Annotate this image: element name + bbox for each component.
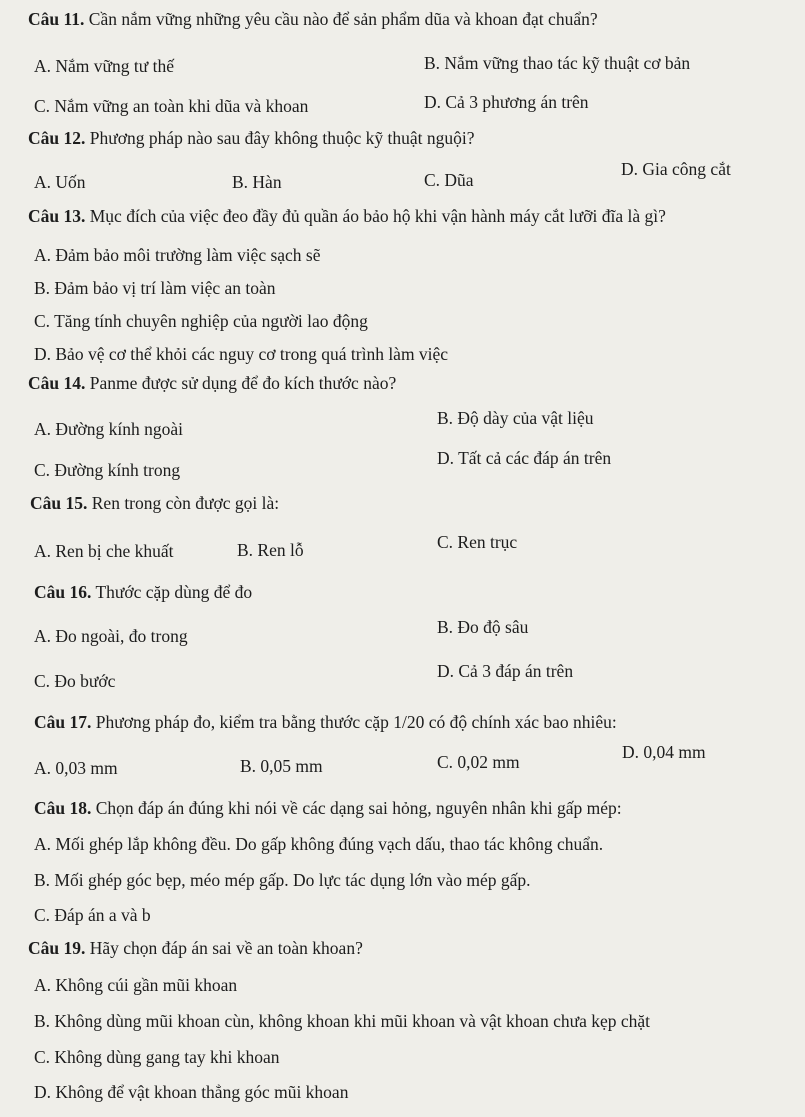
question-text: Phương pháp nào sau đây không thuộc kỹ thuật nguội?	[89, 128, 475, 148]
question-12	[28, 128, 474, 148]
option-19a: A. Không cúi gần mũi khoan	[34, 975, 238, 995]
option-16b: B. Đo độ sâu	[437, 617, 529, 637]
question-number: Câu 16.	[34, 582, 92, 602]
option-17d: D. 0,04 mm	[622, 742, 706, 762]
option-17a: A. 0,03 mm	[34, 758, 118, 778]
option-16c: C. Đo bước	[34, 671, 116, 691]
question-number: Câu 15.	[30, 493, 88, 513]
question-number: Câu 12.	[28, 128, 86, 148]
option-14d: D. Tất cả các đáp án trên	[437, 448, 612, 468]
option-11a: A. Nắm vững tư thế	[34, 56, 174, 76]
option-19c: C. Không dùng gang tay khi khoan	[34, 1047, 280, 1067]
option-12b: B. Hàn	[232, 172, 282, 192]
question-text: Phương pháp đo, kiểm tra bằng thước cặp 1/20 có độ chính xác bao nhiêu:	[95, 712, 617, 732]
question-text: Hãy chọn đáp án sai về an toàn khoan?	[89, 938, 363, 958]
question-13	[28, 206, 666, 226]
option-14c: C. Đường kính trong	[34, 460, 181, 480]
option-13a: A. Đảm bảo môi trường làm việc sạch sẽ	[34, 245, 321, 265]
option-13d: D. Bảo vệ cơ thể khỏi các nguy cơ trong quá trình làm việc	[34, 344, 449, 364]
option-13c: C. Tăng tính chuyên nghiệp của người lao động	[34, 311, 368, 331]
option-11b: B. Nắm vững thao tác kỹ thuật cơ bản	[424, 53, 691, 73]
option-18a: A. Mối ghép lắp không đều. Do gấp không đúng vạch dấu, thao tác không chuẩn.	[34, 834, 604, 854]
question-text: Ren trong còn được gọi là:	[91, 493, 280, 513]
option-16a: A. Đo ngoài, đo trong	[34, 626, 188, 646]
question-16	[34, 582, 252, 602]
question-number: Câu 14.	[28, 373, 86, 393]
question-text: Chọn đáp án đúng khi nói về các dạng sai hỏng, nguyên nhân khi gấp mép:	[95, 798, 622, 818]
question-18	[34, 798, 622, 818]
question-text: Mục đích của việc đeo đầy đủ quần áo bảo hộ khi vận hành máy cắt lưỡi đĩa là gì?	[89, 206, 666, 226]
option-15c: C. Ren trục	[437, 532, 518, 552]
question-text: Thước cặp dùng để đo	[95, 582, 253, 602]
option-11c: C. Nắm vững an toàn khi dũa và khoan	[34, 96, 309, 116]
question-text: Panme được sử dụng để đo kích thước nào?	[89, 373, 397, 393]
question-15	[30, 493, 279, 513]
option-11d: D. Cả 3 phương án trên	[424, 92, 589, 112]
question-text: Cần nắm vững những yêu cầu nào để sản phẩm dũa và khoan đạt chuẩn?	[88, 9, 598, 29]
option-18c: C. Đáp án a và b	[34, 905, 151, 925]
question-number: Câu 17.	[34, 712, 92, 732]
option-19d: D. Không để vật khoan thẳng góc mũi khoan	[34, 1082, 349, 1102]
option-12d: D. Gia công cắt	[621, 159, 731, 179]
option-17c: C. 0,02 mm	[437, 752, 520, 772]
question-number: Câu 18.	[34, 798, 92, 818]
option-15a: A. Ren bị che khuất	[34, 541, 174, 561]
option-15b: B. Ren lỗ	[237, 540, 304, 560]
option-12a: A. Uốn	[34, 172, 86, 192]
question-14	[28, 373, 396, 393]
option-14a: A. Đường kính ngoài	[34, 419, 184, 439]
option-16d: D. Cả 3 đáp án trên	[437, 661, 574, 681]
question-19	[28, 938, 363, 958]
question-number: Câu 11.	[28, 9, 85, 29]
question-17	[34, 712, 617, 732]
option-18b: B. Mối ghép góc bẹp, méo mép gấp. Do lực tác dụng lớn vào mép gấp.	[34, 870, 531, 890]
option-17b: B. 0,05 mm	[240, 756, 323, 776]
option-13b: B. Đảm bảo vị trí làm việc an toàn	[34, 278, 276, 298]
option-14b: B. Độ dày của vật liệu	[437, 408, 594, 428]
question-number: Câu 13.	[28, 206, 86, 226]
question-11	[28, 9, 598, 29]
option-19b: B. Không dùng mũi khoan cùn, không khoan khi mũi khoan và vật khoan chưa kẹp chặt	[34, 1011, 651, 1031]
option-12c: C. Dũa	[424, 170, 474, 190]
question-number: Câu 19.	[28, 938, 86, 958]
